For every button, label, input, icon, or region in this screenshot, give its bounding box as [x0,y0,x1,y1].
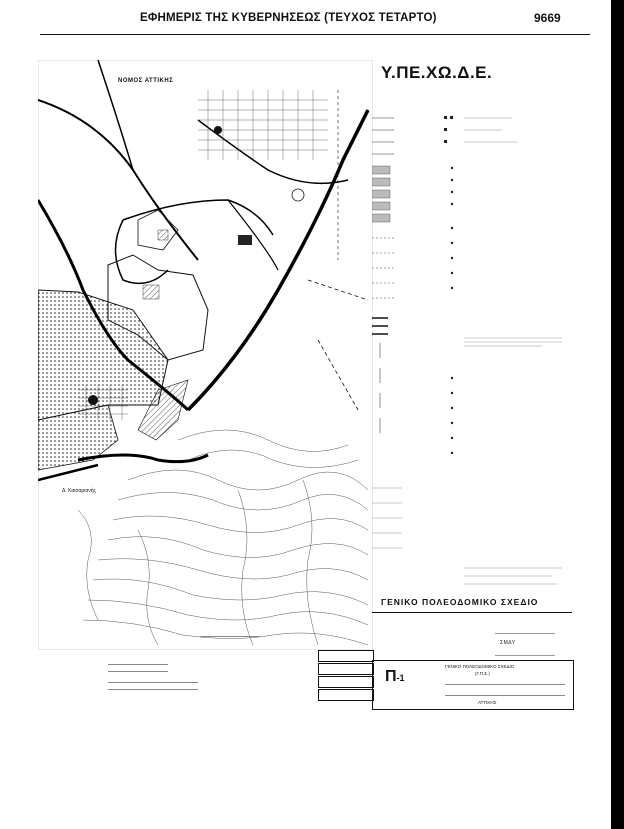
hatched-block [143,285,159,299]
header-rule [40,34,590,35]
dashed-boundary [318,340,358,410]
map-region-label: ΝΟΜΟΣ ΑΤΤΙΚΗΣ [118,78,174,84]
municipal-boundary [78,455,208,462]
plan-title-rule [372,612,572,613]
scan-edge-bar [611,0,624,829]
sheet-region: ΑΤΤΙΚΗΣ [478,700,497,705]
map-note-block [200,636,260,641]
sheet-plan-title: ΓΕΝΙΚΟ ΠΟΛΕΟΔΟΜΙΚΟ ΣΧΕΔΙΟ [445,664,515,669]
sheet-code [385,668,405,686]
sheet-plan-subtitle: (Γ.Π.Σ.) [475,671,490,676]
map-note-block [108,682,198,690]
dashed-boundary [308,280,368,300]
terrain-contours [78,430,368,645]
municipal-boundary [188,110,368,410]
hatched-block [158,230,168,240]
scale-box [318,676,374,688]
road [98,60,133,170]
map-note-block [108,664,168,672]
urban-plan-map [38,60,373,650]
sheet-code-letter: Π [385,668,397,685]
map-place-label: Δ. Καισαριανής [62,488,96,494]
scale-box [318,663,374,675]
page-number: 9669 [534,11,561,25]
plan-info-line [495,650,555,656]
scale-box [318,689,374,701]
plan-smdy-label: ΣΜΔΥ [500,640,516,646]
plan-info-line [495,628,555,634]
urban-grid [198,90,328,160]
ministry-logo: Υ.ΠΕ.ΧΩ.Δ.Ε. [381,63,493,82]
dotted-zone [38,290,168,420]
map-legend [372,108,572,588]
page-header-title: ΕΦΗΜΕΡΙΣ ΤΗΣ ΚΥΒΕΡΝΗΣΕΩΣ (ΤΕΥΧΟΣ ΤΕΤΑΡΤΟ) [140,12,437,24]
road [116,220,169,283]
sheet-code-number: -1 [396,673,405,683]
general-plan-title: ΓΕΝΙΚΟ ΠΟΛΕΟΔΟΜΙΚΟ ΣΧΕΔΙΟ [381,597,539,607]
scale-box [318,650,374,662]
road [38,100,198,260]
road [228,200,278,270]
sheet-credits-block [445,684,565,696]
